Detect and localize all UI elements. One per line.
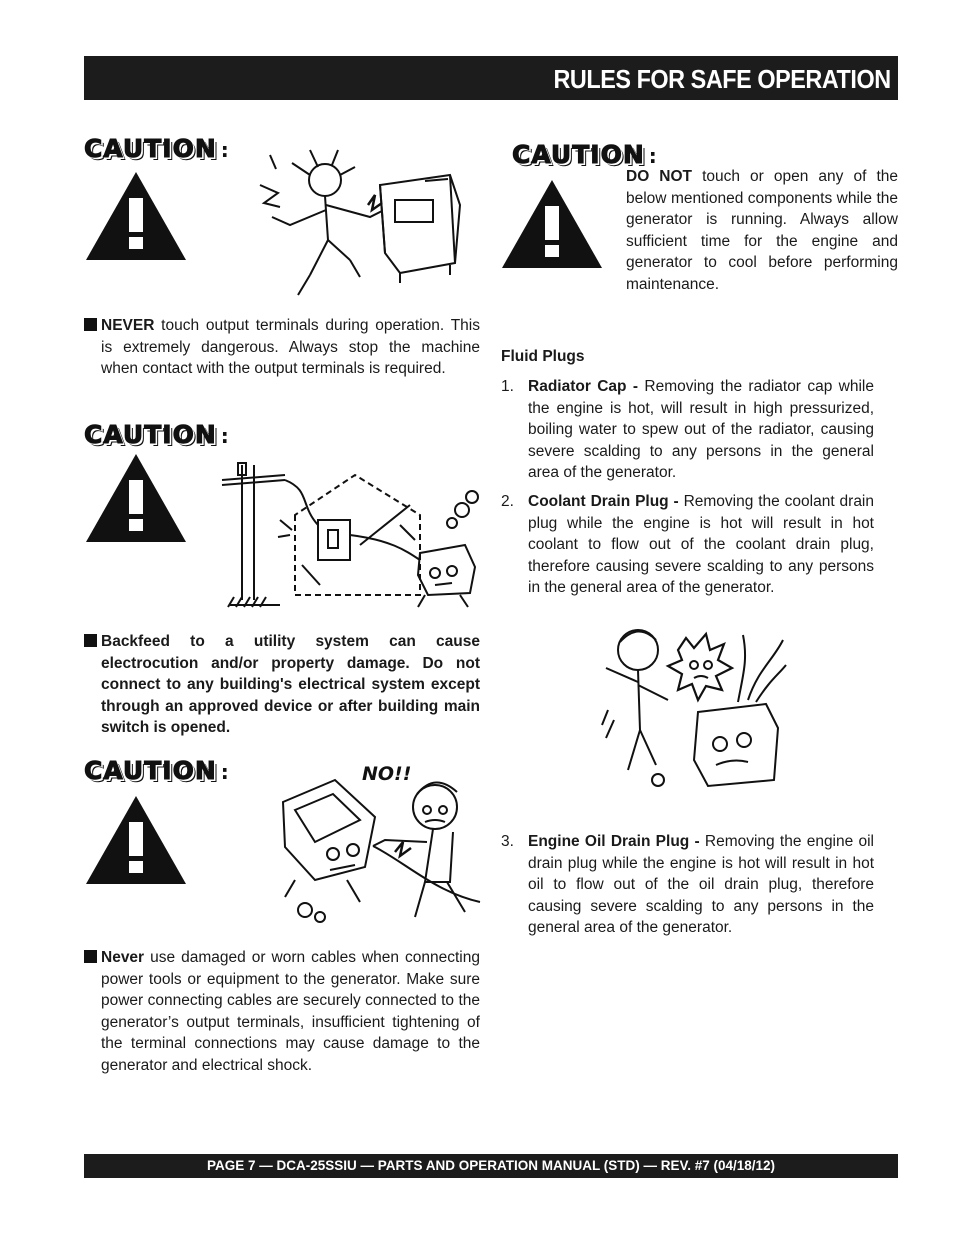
caution-text-3: Never use damaged or worn cables when connecting power tools or equipment to the generator. Make sure power connecting cables are securely connected to the generator’s output terminals, insufficient tightening of the terminal connections may cause damage to the generator and electrical shock. xyxy=(84,947,480,1076)
no-exclaim-label: NO!! xyxy=(362,763,412,785)
list-item: 2. Coolant Drain Plug - Removing the coolant drain plug while the engine is hot will result in hot coolant to flow out of the coolant drain plug, therefore causing severe scalding to any persons in the general area of the generator. xyxy=(501,493,874,596)
warning-triangle-icon xyxy=(500,178,604,270)
warning-triangle-icon xyxy=(84,452,188,544)
electric-shock-illustration xyxy=(250,145,465,305)
scalding-illustration xyxy=(598,620,788,792)
caution-text-1: NEVER touch output terminals during operation. This is extremely dangerous. Always stop the machine when contact with the output terminals is required. xyxy=(84,315,480,380)
caution-heading: CAUTION : xyxy=(84,420,230,449)
caution-heading: CAUTION : xyxy=(84,756,230,785)
warning-triangle-icon xyxy=(84,794,188,886)
do-not-note: DO NOT touch or open any of the below mentioned components while the generator is running. Always allow sufficient time for the engine and generator to cool before performing maintenance. xyxy=(626,168,899,293)
footer-text: PAGE 7 — DCA-25SSIU — PARTS AND OPERATION MANUAL (STD) — REV. #7 (04/18/12) xyxy=(206,1158,776,1173)
footer-bar xyxy=(84,1154,898,1178)
page-title: RULES FOR SAFE OPERATION xyxy=(553,64,891,94)
caution-text-2: Backfeed to a utility system can cause electrocution and/or property damage. Do not connect to any building's electrical system except through an approved device or after building main switch is opened. xyxy=(84,631,480,739)
bullet-icon xyxy=(84,634,97,647)
header-bar xyxy=(84,56,898,100)
list-item: 1. Radiator Cap - Removing the radiator cap while the engine is hot, will result in high pressurized, boiling water to spew out of the radiator, causing severe scalding to any persons in the general area of the generator. xyxy=(501,378,874,481)
caution-heading: CAUTION : xyxy=(512,140,658,169)
bullet-icon xyxy=(84,950,97,963)
caution-heading: CAUTION : xyxy=(84,134,230,163)
damaged-cable-illustration xyxy=(275,762,490,932)
section-title-fluid-plugs: Fluid Plugs xyxy=(501,348,585,365)
utility-backfeed-illustration xyxy=(220,445,495,615)
list-item: 3. Engine Oil Drain Plug - Removing the engine oil drain plug while the engine is hot will result in hot oil to flow out of the oil drain plug, therefore causing severe scalding to any persons in the general area of the generator. xyxy=(501,833,874,936)
bullet-icon xyxy=(84,318,97,331)
warning-triangle-icon xyxy=(84,170,188,262)
